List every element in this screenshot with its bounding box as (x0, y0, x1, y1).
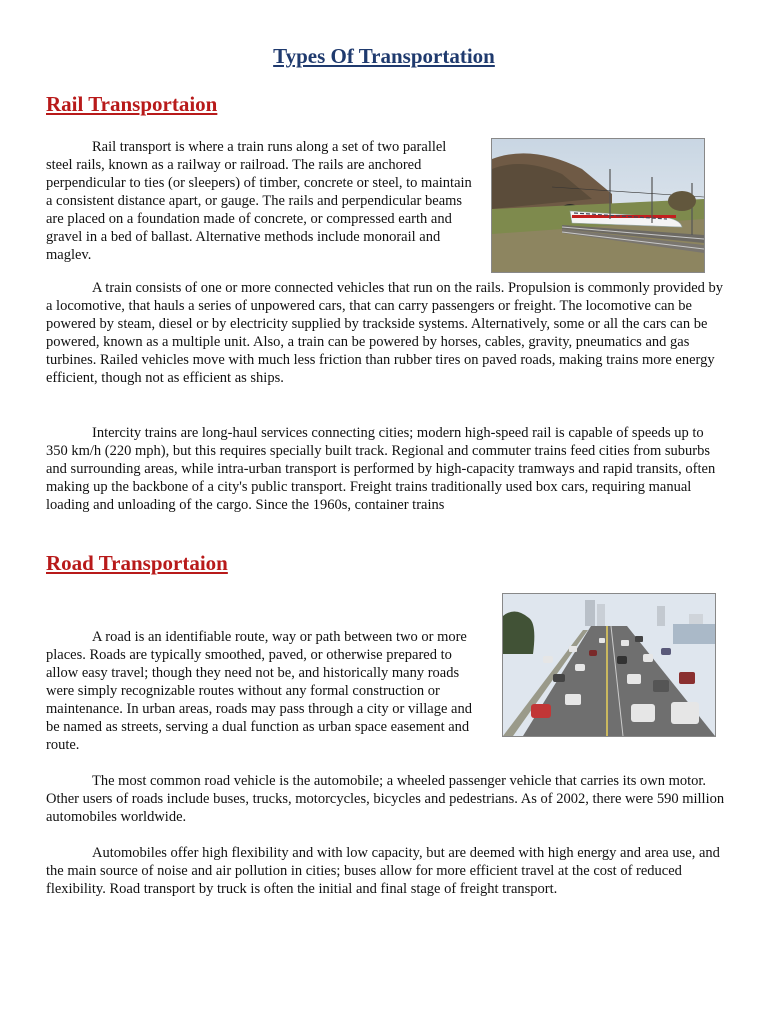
rail-paragraph-2: A train consists of one or more connected vehicles that run on the rails. Propulsion is commonly provided by a locomotive, that hauls a series of unpowered cars, that can carry passengers or freight. The locomotive can be powered by steam, diesel or by electricity supplied by trackside systems. Alternatively, some or all the cars can be powered, known as a multiple unit. Also, a train can be powered by horses, cables, gravity, pneumatics and gas turbines. Railed vehicles move with much less friction than rubber tires on paved roads, making trains more energy efficient, though not as efficient as ships. (46, 280, 724, 386)
road-paragraph-1: A road is an identifiable route, way or path between two or more places. Roads are typically smoothed, paved, or otherwise prepared to allow easy travel; though they need not be, and historically many roads were simply recognizable routes without any formal construction or maintenance. In urban areas, roads may pass through a city or village and be named as streets, serving a dual function as urban space easement and route. (46, 629, 472, 753)
road-paragraph-2: The most common road vehicle is the automobile; a wheeled passenger vehicle that carries its own motor. Other users of roads include buses, trucks, motorcycles, bicycles and pedestrians. As of 2002, there were 590 million automobiles worldwide. (46, 773, 725, 825)
road-heading: Road Transportaion (46, 551, 228, 575)
rail-heading: Rail Transportaion (46, 92, 218, 116)
rail-paragraph-3: Intercity trains are long-haul services connecting cities; modern high-speed rail is capable of speeds up to 350 km/h (220 mph), but this requires specially built track. Regional and commuter trains feed cities from suburbs and surrounding areas, while intra-urban transport is performed by high-capacity tramways and rapid transits, often making up the backbone of a city's public transport. Freight trains traditionally used box cars, requiring manual loading and unloading of the cargo. Since the 1960s, container trains (46, 425, 716, 513)
rail-paragraph-1: Rail transport is where a train runs along a set of two parallel steel rails, known as a railway or railroad. The rails are anchored perpendicular to ties (or sleepers) of timber, concrete or steel, to maintain a consistent distance apart, or gauge. The rails and perpendicular beams are placed on a foundation made of concrete, or compressed earth and gravel in a bed of ballast. Alternative methods include monorail and maglev. (46, 139, 472, 263)
high-speed-train-photo (491, 138, 705, 273)
document-title: Types Of Transportation (273, 44, 495, 68)
highway-illustration (503, 594, 715, 736)
train-illustration (492, 139, 704, 272)
road-paragraph-3: Automobiles offer high flexibility and with low capacity, but are deemed with high energy and area use, and the main source of noise and air pollution in cities; buses allow for more efficient travel at the cost of reduced flexibility. Road transport by truck is often the initial and final stage of freight transport. (46, 845, 720, 897)
highway-traffic-photo (502, 593, 716, 737)
